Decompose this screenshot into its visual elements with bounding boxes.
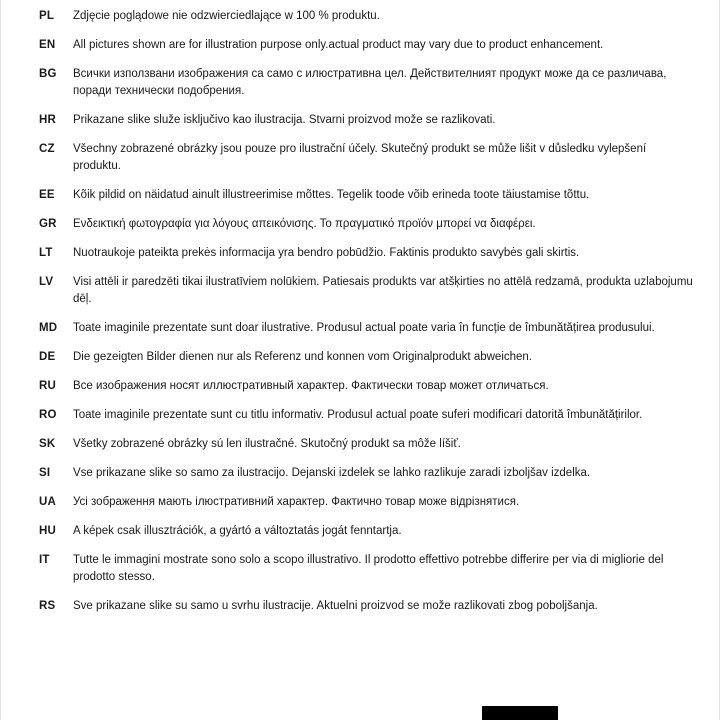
language-code-label: RS: [39, 600, 56, 612]
disclaimer-text: Zdjęcie poglądowe nie odzwierciedlające w 100 % produktu.: [73, 10, 380, 22]
disclaimer-text: Vse prikazane slike so samo za ilustracijo. Dejanski izdelek se lahko razlikuje zaradi izboljšav izdelka.: [73, 467, 591, 479]
language-code-label: GR: [39, 218, 57, 230]
disclaimer-row: [39, 37, 695, 54]
disclaimer-text: A képek csak illusztrációk, a gyártó a változtatás jogát fenntartja.: [73, 525, 402, 537]
language-code-label: LV: [39, 276, 54, 288]
disclaimer-text: Kõik pildid on näidatud ainult illustreerimise mõttes. Tegelik toode võib erineda toote täiustamise tõttu.: [73, 189, 590, 201]
disclaimer-text: Sve prikazane slike su samo u svrhu ilustracije. Aktuelni proizvod se može razlikovati zbog poboljšanja.: [73, 600, 598, 612]
language-code-label: LT: [39, 247, 53, 259]
disclaimer-text: All pictures shown are for illustration purpose only.actual product may vary due to product enhancement.: [73, 39, 604, 51]
disclaimer-row: [39, 320, 695, 337]
disclaimer-row: [39, 66, 695, 100]
disclaimer-row: [39, 349, 695, 366]
disclaimer-row: [39, 523, 695, 540]
disclaimer-row: [39, 245, 695, 262]
language-code-label: HU: [39, 525, 57, 537]
disclaimer-text: Усі зображення мають ілюстративний характер. Фактично товар може відрізнятися.: [73, 496, 520, 508]
language-code-label: CZ: [39, 143, 55, 155]
disclaimer-row: [39, 141, 695, 175]
disclaimer-row: [39, 112, 695, 129]
disclaimer-text: Toate imaginile prezentate sunt cu titlu informativ. Produsul actual poate suferi modificari datorită îmbunătățirilor.: [73, 409, 643, 421]
language-code-label: SK: [39, 438, 56, 450]
disclaimer-row: [39, 407, 695, 424]
footer-black-box: [482, 706, 558, 720]
disclaimer-row: [39, 216, 695, 233]
disclaimer-row: [39, 187, 695, 204]
disclaimer-row: [39, 552, 695, 586]
language-code-label: MD: [39, 322, 58, 334]
language-code-label: EN: [39, 39, 56, 51]
disclaimer-row: [39, 378, 695, 395]
disclaimer-text: Все изображения носят иллюстративный характер. Фактически товар может отличаться.: [73, 380, 549, 392]
disclaimer-text: Všechny zobrazené obrázky jsou pouze pro ilustrační účely. Skutečný produkt se může lišit v důsledku vylepšení produktu.: [73, 143, 647, 172]
disclaimer-list: [39, 8, 695, 627]
disclaimer-text: Všetky zobrazené obrázky sú len ilustračné. Skutočný produkt sa môže líšiť.: [73, 438, 461, 450]
language-code-label: HR: [39, 114, 57, 126]
disclaimer-text: Tutte le immagini mostrate sono solo a scopo illustrativo. Il prodotto effettivo potrebbe differire per via di migliorie del prodotto stesso.: [73, 554, 664, 583]
language-code-label: SI: [39, 467, 51, 479]
language-code-label: RO: [39, 409, 57, 421]
language-code-label: BG: [39, 68, 57, 80]
language-code-label: UA: [39, 496, 57, 508]
language-code-label: IT: [39, 554, 50, 566]
disclaimer-row: [39, 8, 695, 25]
language-code-label: PL: [39, 10, 55, 22]
disclaimer-text: Visi attēli ir paredzēti tikai ilustratīviem nolūkiem. Patiesais produkts var atšķirties no attēlā redzamā, produkta uzlabojumu dēļ.: [73, 276, 693, 305]
disclaimer-text: Toate imaginile prezentate sunt doar ilustrative. Produsul actual poate varia în funcție de îmbunătățirea produsului.: [73, 322, 655, 334]
disclaimer-row: [39, 494, 695, 511]
language-code-label: RU: [39, 380, 57, 392]
disclaimer-row: [39, 465, 695, 482]
disclaimer-text: Ενδεικτική φωτογραφία για λόγους απεικόνισης. Το πραγματικό προϊόν μπορεί να διαφέρει.: [73, 218, 536, 230]
disclaimer-text: Die gezeigten Bilder dienen nur als Referenz und konnen vom Originalprodukt abweichen.: [73, 351, 533, 363]
disclaimer-text: Nuotraukoje pateikta prekės informacija yra bendro pobūdžio. Faktinis produkto savybės gali skirtis.: [73, 247, 580, 259]
disclaimer-row: [39, 598, 695, 615]
disclaimer-row: [39, 274, 695, 308]
language-code-label: EE: [39, 189, 55, 201]
language-code-label: DE: [39, 351, 56, 363]
disclaimer-row: [39, 436, 695, 453]
disclaimer-text: Всички използвани изображения са само с илюстративна цел. Действителният продукт може да се различава, поради технически подобрения.: [73, 68, 667, 97]
disclaimer-text: Prikazane slike služe isključivo kao ilustracija. Stvarni proizvod može se razlikovati.: [73, 114, 496, 126]
